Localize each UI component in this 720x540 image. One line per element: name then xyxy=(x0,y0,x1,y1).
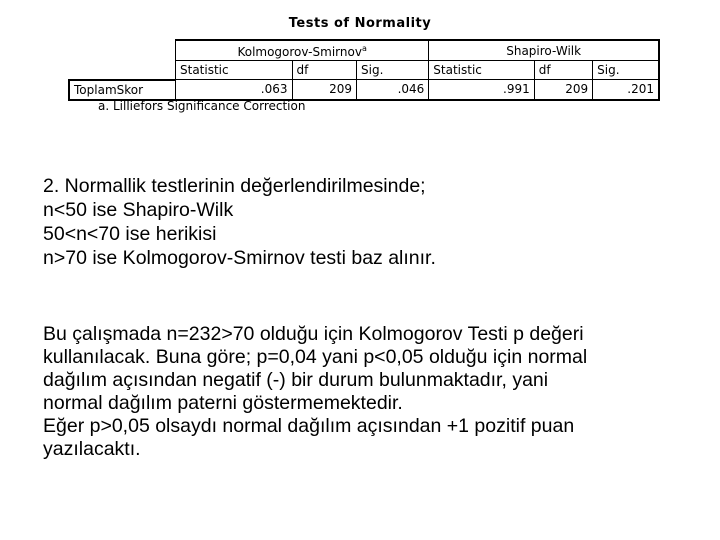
col-header: df xyxy=(292,61,357,80)
table-cell: .063 xyxy=(176,80,293,100)
text-line: 2. Normallik testlerinin değerlendirilmesinde; xyxy=(43,175,426,197)
row-label: ToplamSkor xyxy=(69,80,176,100)
col-header: Statistic xyxy=(429,61,534,80)
text-line: kullanılacak. Buna göre; p=0,04 yani p<0,05 olduğu için normal xyxy=(43,346,588,368)
table-cell: .201 xyxy=(593,80,659,100)
table-row xyxy=(69,80,659,100)
text-line: n<50 ise Shapiro-Wilk xyxy=(43,199,234,221)
table-cell: 209 xyxy=(534,80,592,100)
text-line: yazılacaktı. xyxy=(43,438,141,460)
sw-group-header: Shapiro-Wilk xyxy=(429,40,659,61)
ks-footnote-marker: a xyxy=(361,44,367,53)
paragraph-normality-rules xyxy=(43,174,436,270)
table-cell: 209 xyxy=(292,80,357,100)
normality-table xyxy=(68,39,660,101)
col-header: Sig. xyxy=(357,61,429,80)
col-header: df xyxy=(534,61,592,80)
text-line: n>70 ise Kolmogorov-Smirnov testi baz alınır. xyxy=(43,247,436,269)
corner-cell xyxy=(69,40,176,61)
table-cell: .046 xyxy=(357,80,429,100)
table-cell: .991 xyxy=(429,80,534,100)
col-header: Sig. xyxy=(593,61,659,80)
table-title: Tests of Normality xyxy=(288,16,432,31)
ks-group-header: Kolmogorov-Smirnov$^a$ xyxy=(176,40,429,61)
col-header: Statistic xyxy=(176,61,293,80)
paragraph-interpretation xyxy=(43,323,587,461)
corner-cell-2 xyxy=(69,61,176,80)
text-line: Bu çalışmada n=232>70 olduğu için Kolmogorov Testi p değeri xyxy=(43,323,584,345)
text-line: dağılım açısından negatif (-) bir durum bulunmaktadır, yani xyxy=(43,369,549,391)
text-line: 50<n<70 ise herikisi xyxy=(43,223,217,245)
text-line: Eğer p>0,05 olsaydı normal dağılım açısından +1 pozitif puan xyxy=(43,415,575,437)
table-footnote: a. Lilliefors Significance Correction xyxy=(98,99,306,113)
text-line: normal dağılım paterni göstermemektedir. xyxy=(43,392,403,414)
